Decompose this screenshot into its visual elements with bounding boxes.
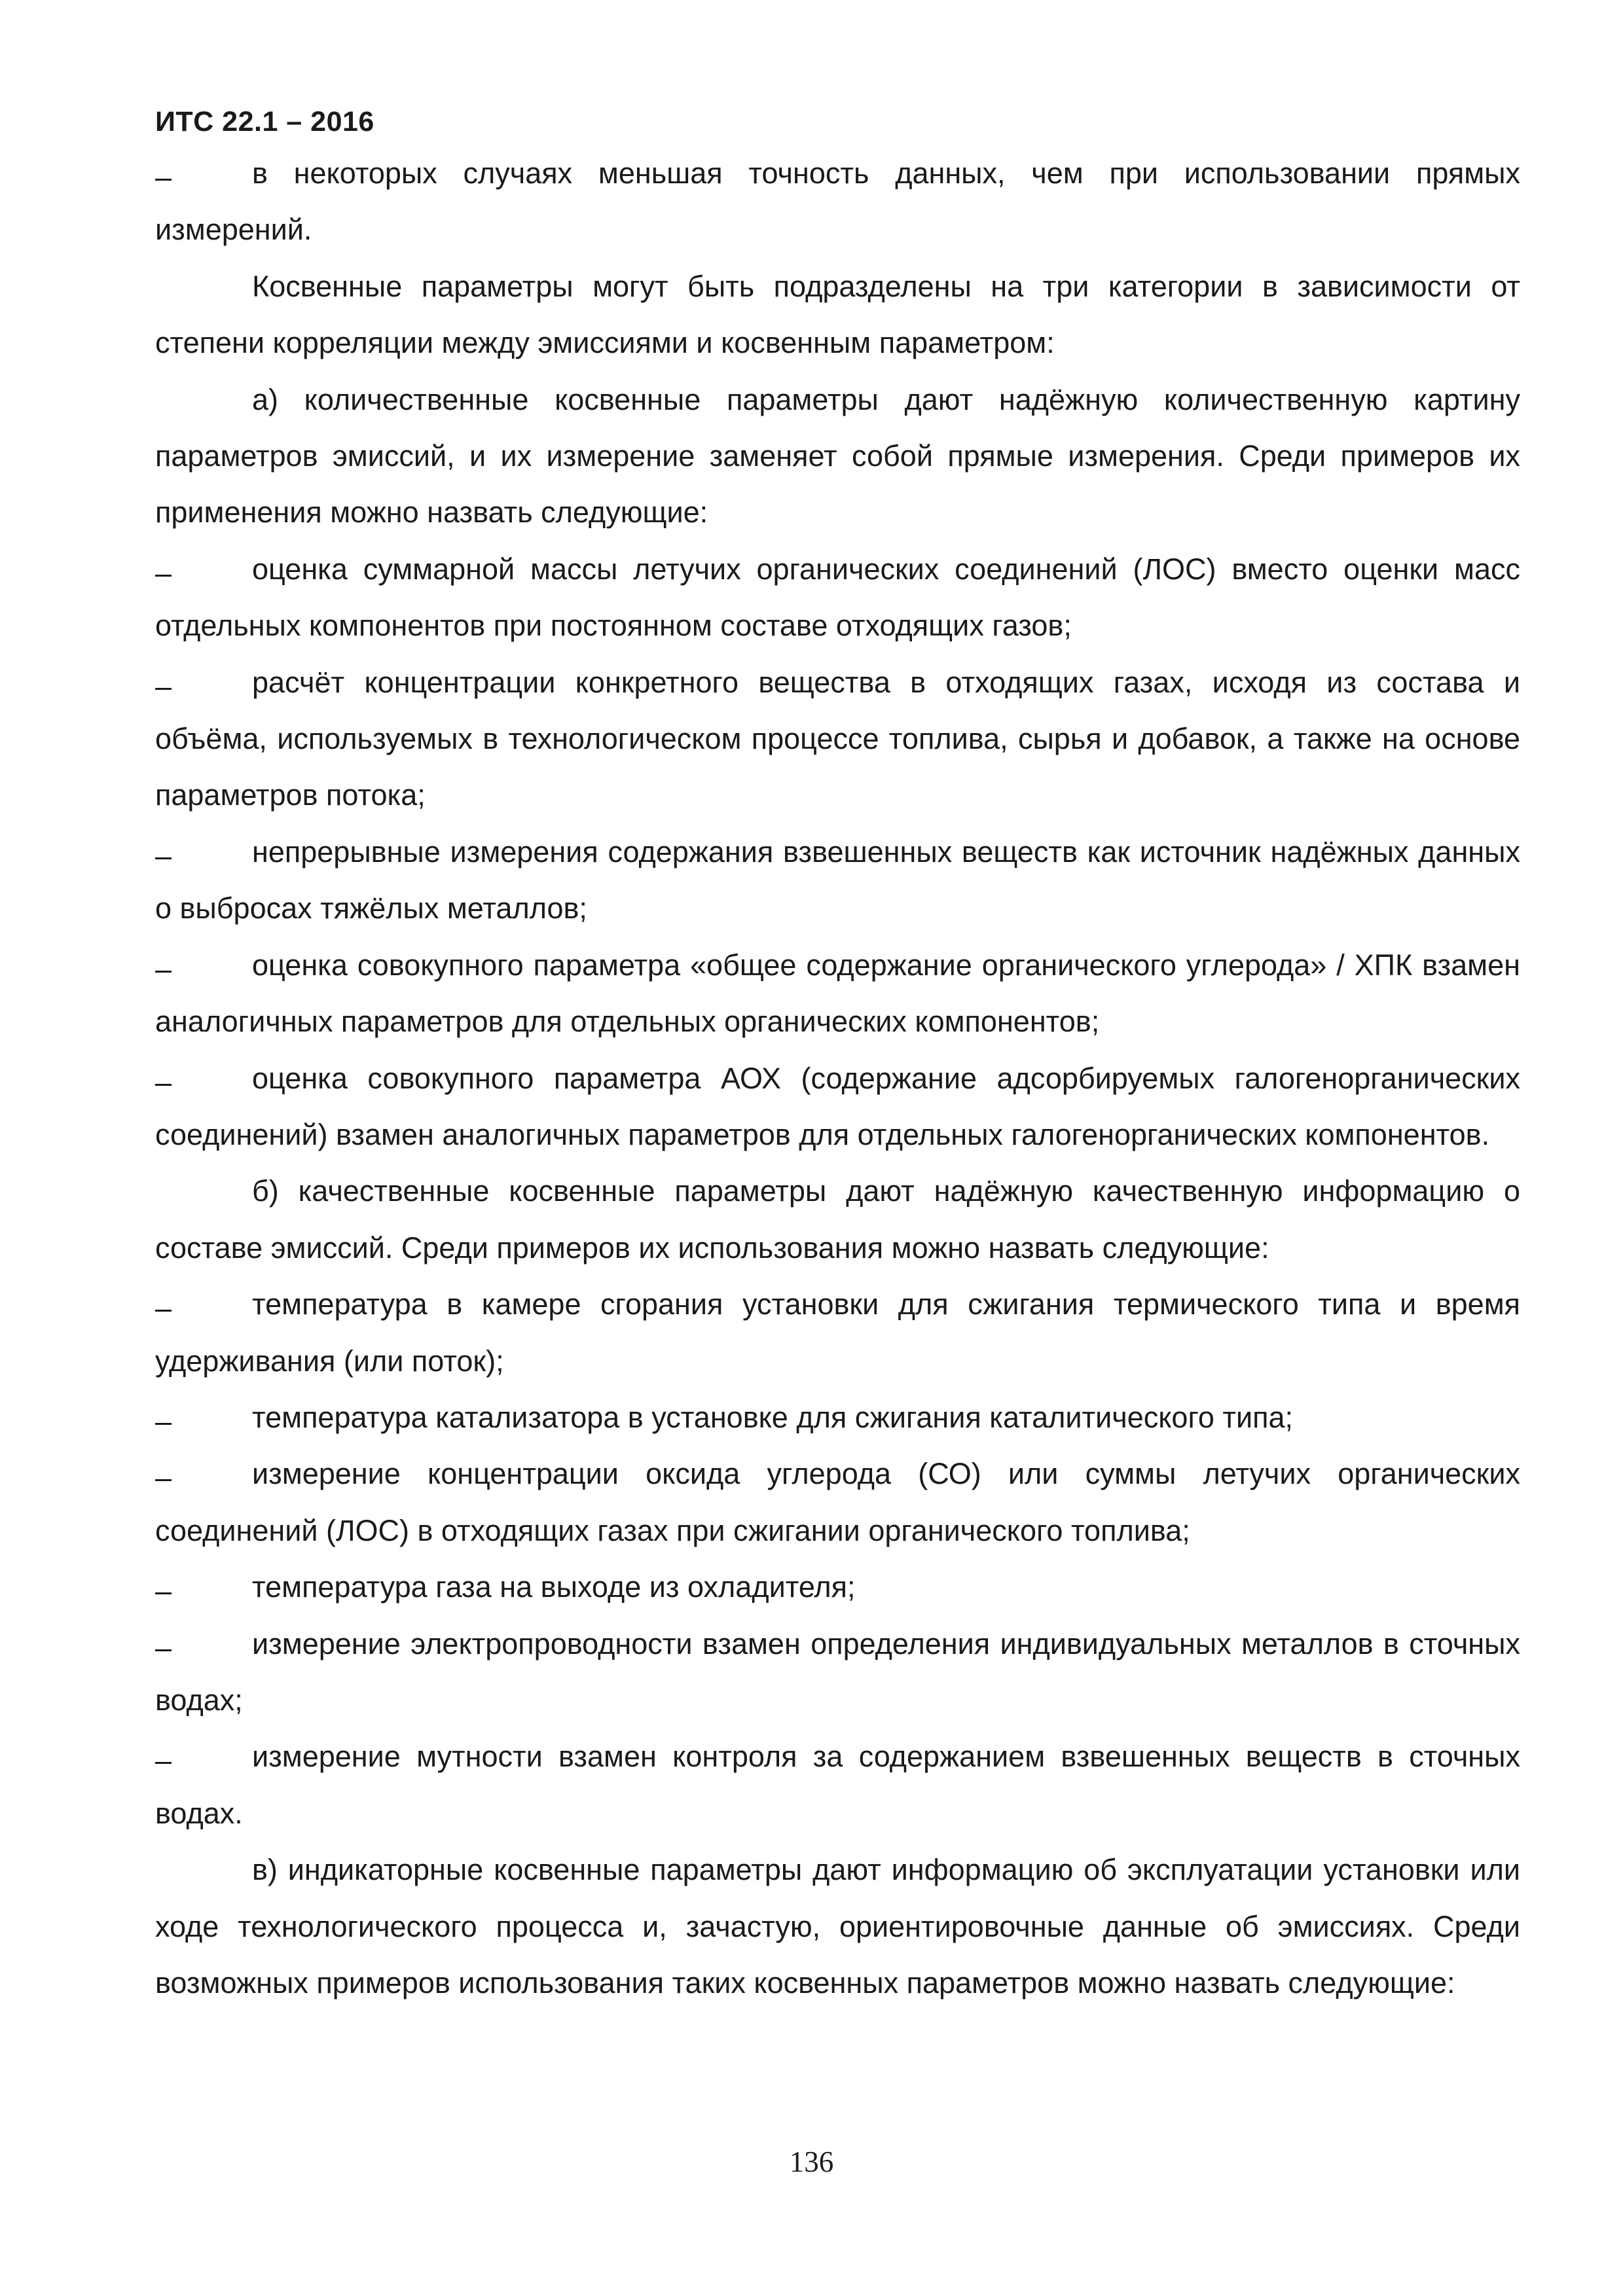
dash-bullet: –	[155, 1065, 172, 1099]
paragraph-text: оценка совокупного параметра «общее содержание органического углерода» / ХПК взамен аналогичных параметров для отдельных органических компонентов;	[155, 948, 1520, 1039]
paragraph-text: температура катализатора в установке для сжигания каталитического типа;	[252, 1400, 1294, 1434]
paragraph-text: а) количественные косвенные параметры дают надёжную количественную картину параметров эмиссий, и их измерение заменяет собой прямые измерения. Среди примеров их применения можно назвать следующие:	[155, 382, 1520, 529]
list-item	[155, 145, 1520, 259]
paragraph-text: б) качественные косвенные параметры дают надёжную качественную информацию о составе эмиссий. Среди примеров их использования можно назвать следующие:	[155, 1174, 1520, 1265]
dash-bullet: –	[155, 1461, 172, 1495]
list-item	[155, 1446, 1520, 1559]
paragraph-text: измерение мутности взамен контроля за содержанием взвешенных веществ в сточных водах.	[155, 1740, 1520, 1830]
paragraph-text: измерение концентрации оксида углерода (СО) или суммы летучих органических соединений (ЛОС) в отходящих газах при сжигании органического топлива;	[155, 1457, 1520, 1547]
dash-bullet: –	[155, 838, 172, 872]
dash-bullet: –	[155, 952, 172, 986]
dash-bullet: –	[155, 556, 172, 590]
list-item	[155, 1616, 1520, 1729]
paragraph-text: температура газа на выходе из охладителя;	[252, 1570, 856, 1604]
paragraph-text: оценка суммарной массы летучих органических соединений (ЛОС) вместо оценки масс отдельных компонентов при постоянном составе отходящих газов;	[155, 552, 1520, 643]
list-item	[155, 655, 1520, 824]
list-item	[155, 1276, 1520, 1390]
paragraph-text: измерение электропроводности взамен определения индивидуальных металлов в сточных водах;	[155, 1626, 1520, 1717]
paragraph-text: оценка совокупного параметра АОХ (содержание адсорбируемых галогенорганических соединений) взамен аналогичных параметров для отдельных галогенорганических компонентов.	[155, 1061, 1520, 1151]
page-number: 136	[789, 2145, 834, 2178]
paragraph	[155, 1842, 1520, 2011]
list-item	[155, 541, 1520, 655]
paragraph	[155, 372, 1520, 541]
paragraph-text: Косвенные параметры могут быть подразделены на три категории в зависимости от степени корреляции между эмиссиями и косвенным параметром:	[155, 269, 1520, 360]
paragraph-text: в некоторых случаях меньшая точность данных, чем при использовании прямых измерений.	[155, 156, 1520, 247]
paragraph-text: температура в камере сгорания установки для сжигания термического типа и время удерживания (или поток);	[155, 1287, 1520, 1378]
list-item	[155, 937, 1520, 1050]
paragraph-text: расчёт концентрации конкретного вещества в отходящих газах, исходя из состава и объёма, используемых в технологическом процессе топлива, сырья и добавок, а также на основе параметров потока;	[155, 665, 1520, 812]
dash-bullet: –	[155, 160, 172, 194]
paragraph	[155, 1163, 1520, 1276]
dash-bullet: –	[155, 1630, 172, 1664]
paragraph-text: в) индикаторные косвенные параметры дают информацию об эксплуатации установки или ходе технологического процесса и, зачастую, ориентировочные данные об эмиссиях. Среди возможных примеров использования таких косвенных параметров можно назвать следующие:	[155, 1853, 1520, 2000]
paragraph-text: непрерывные измерения содержания взвешенных веществ как источник надёжных данных о выбросах тяжёлых металлов;	[155, 834, 1520, 925]
list-item	[155, 1390, 1520, 1446]
dash-bullet: –	[155, 1291, 172, 1325]
dash-bullet: –	[155, 669, 172, 703]
list-item	[155, 824, 1520, 937]
document-header: ИТС 22.1 – 2016	[155, 106, 374, 137]
paragraph	[155, 259, 1520, 372]
dash-bullet: –	[155, 1744, 172, 1778]
dash-bullet: –	[155, 1404, 172, 1438]
list-item	[155, 1559, 1520, 1615]
list-item	[155, 1050, 1520, 1164]
list-item	[155, 1729, 1520, 1842]
dash-bullet: –	[155, 1574, 172, 1608]
document-body	[155, 145, 1520, 2011]
